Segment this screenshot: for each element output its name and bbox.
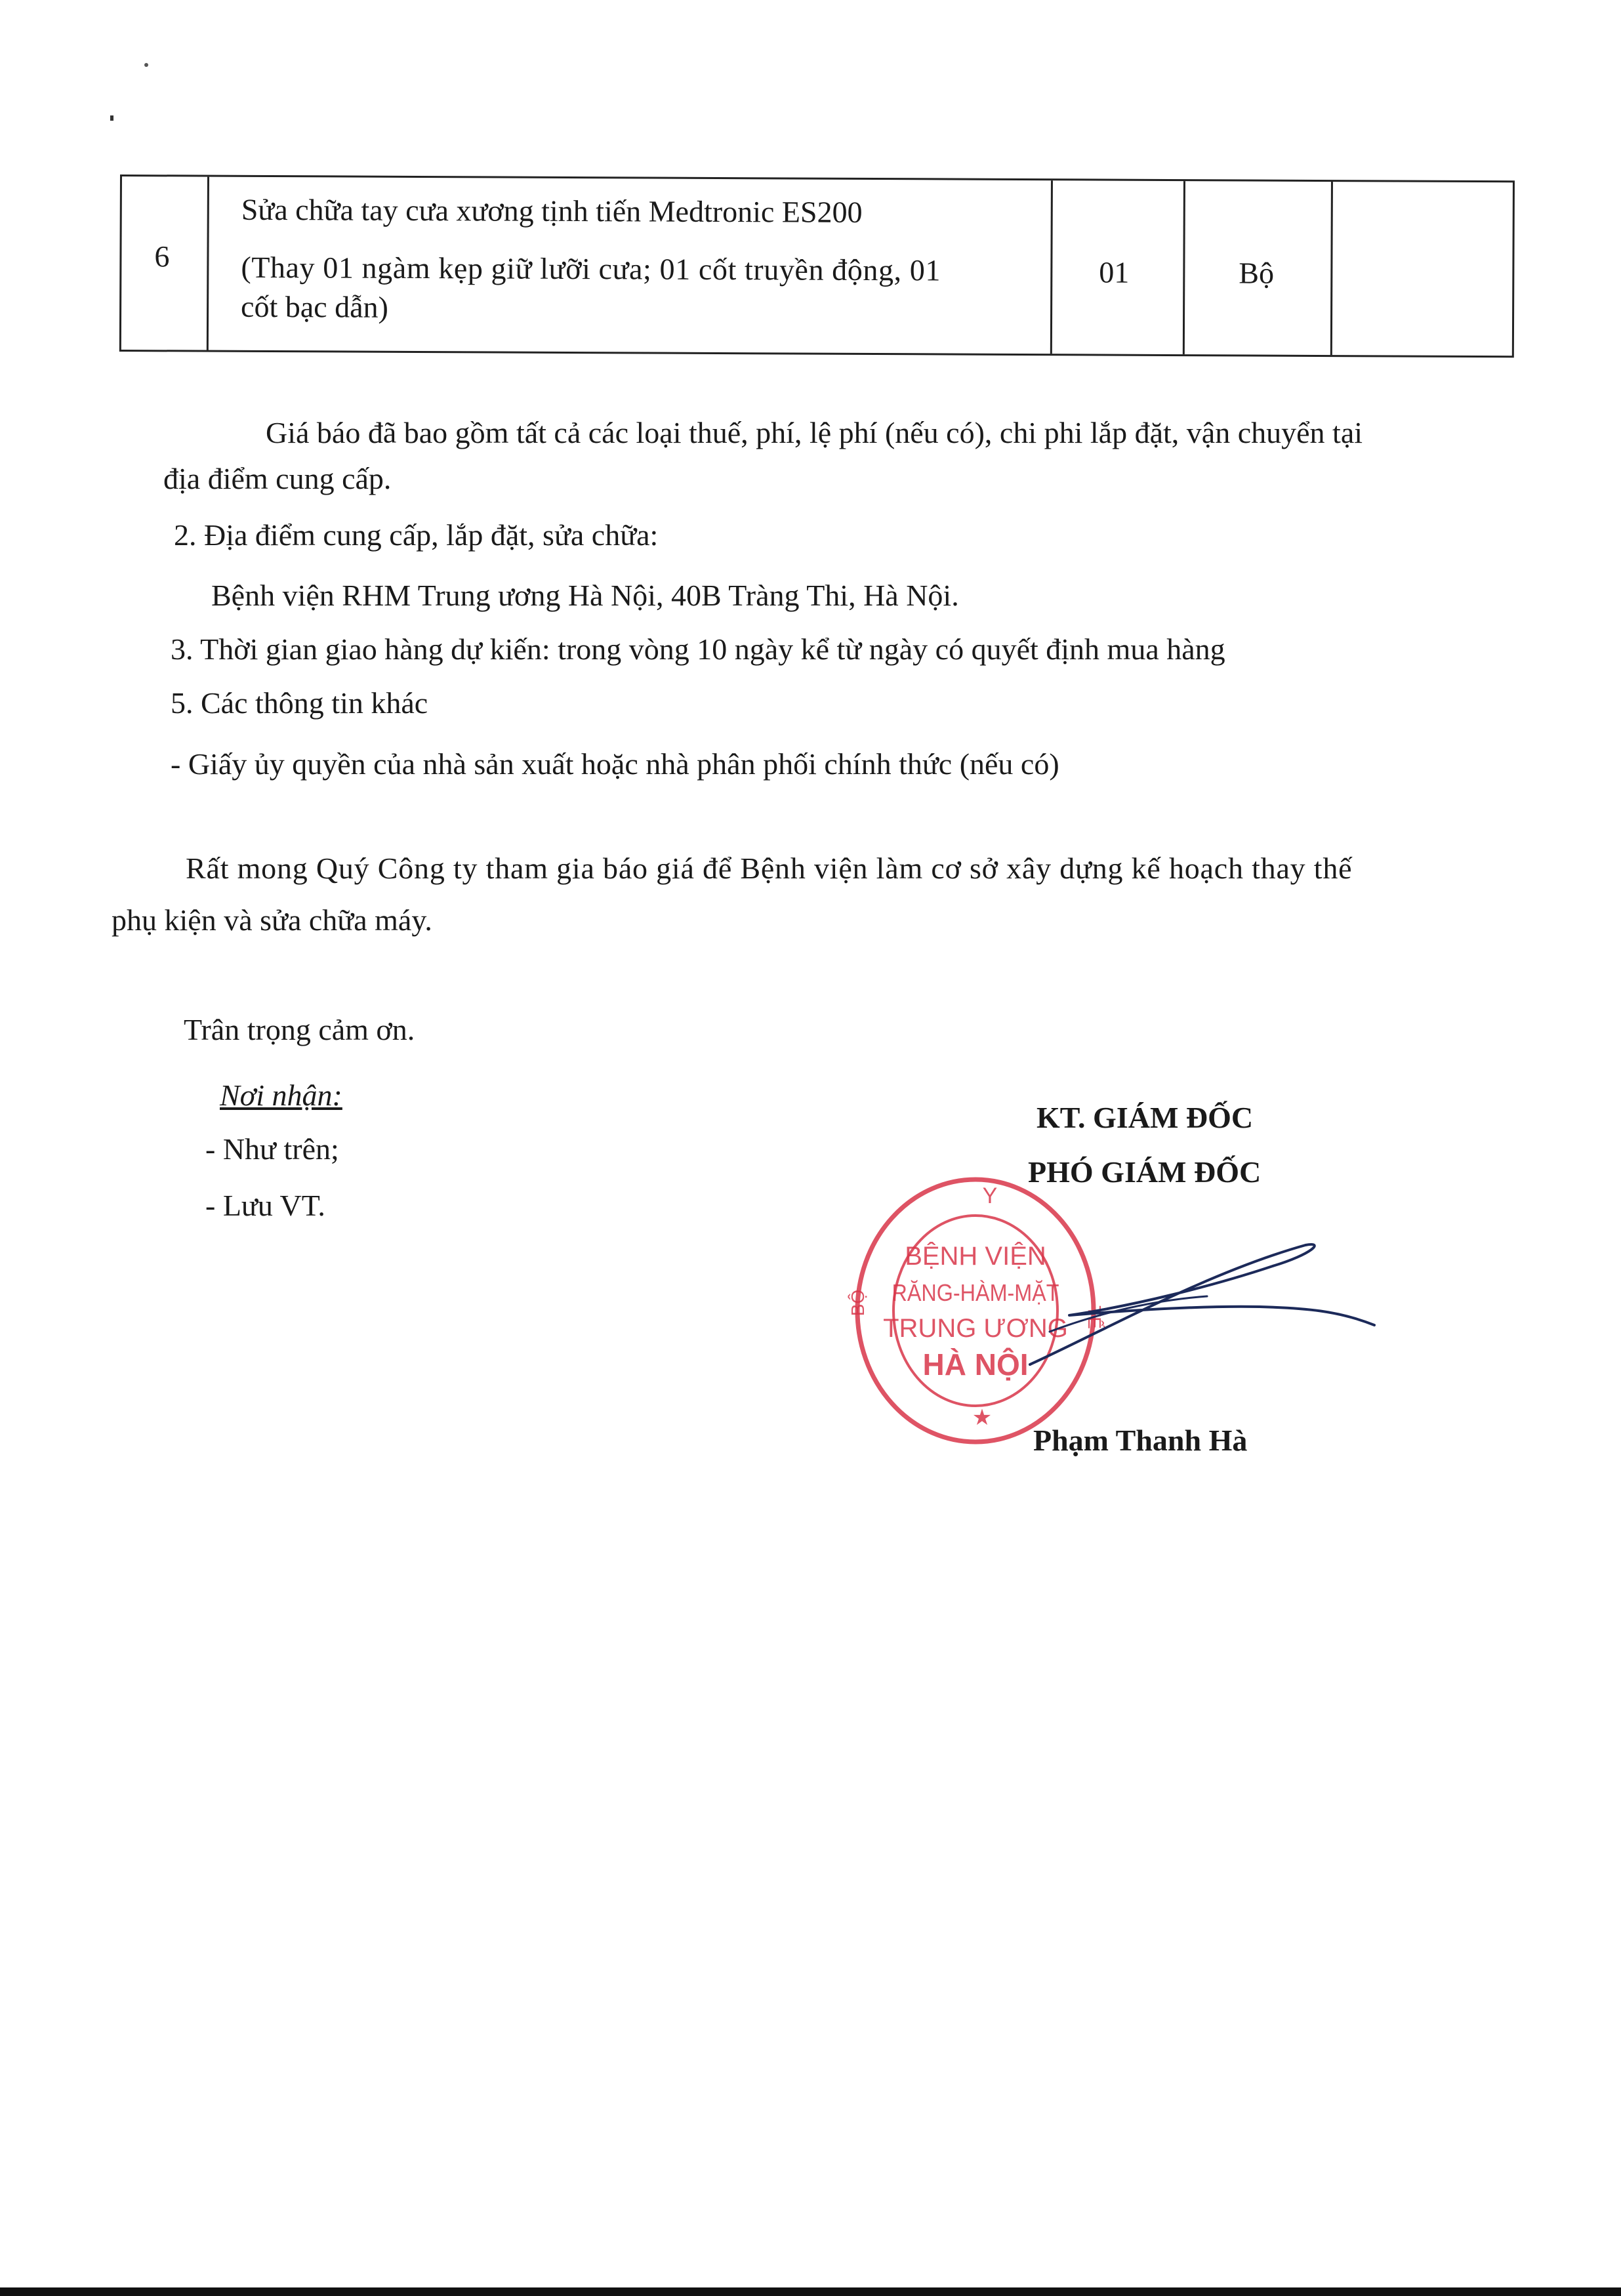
table-col-divider: [1183, 181, 1185, 354]
signature-title-2: PHÓ GIÁM ĐỐC: [1028, 1155, 1262, 1189]
stamp-line4: HÀ NỘI: [922, 1347, 1029, 1382]
scan-mark: [144, 63, 148, 67]
item-2: 2. Địa điểm cung cấp, lắp đặt, sửa chữa:: [174, 518, 659, 552]
item-3: 3. Thời gian giao hàng dự kiến: trong vòng 10 ngày kể từ ngày có quyết định mua hàng: [171, 632, 1225, 666]
stamp-top: Y: [982, 1183, 998, 1208]
row-unit: Bộ: [1239, 256, 1275, 290]
para2-line1: Rất mong Quý Công ty tham gia báo giá để Bệnh viện làm cơ sở xây dựng kế hoạch thay thế: [186, 851, 1353, 885]
para1-line2: địa điểm cung cấp.: [163, 462, 392, 495]
table-col-divider: [1050, 180, 1053, 354]
closing-thanks: Trân trọng cảm ơn.: [184, 1013, 415, 1046]
item-2-detail: Bệnh viện RHM Trung ương Hà Nội, 40B Tràng Thi, Hà Nội.: [211, 579, 959, 612]
star-icon: ★: [972, 1405, 993, 1430]
recipient-item: - Lưu VT.: [205, 1189, 325, 1222]
stamp-line3: TRUNG ƯƠNG: [883, 1314, 1068, 1343]
signer-name: Phạm Thanh Hà: [1033, 1424, 1248, 1457]
recipient-item: - Như trên;: [205, 1132, 339, 1166]
stamp-left: BỘ: [848, 1289, 868, 1317]
stamp-line1: BỆNH VIỆN: [905, 1242, 1046, 1271]
stamp-right: TẾ: [1084, 1305, 1105, 1329]
row-stt: 6: [154, 239, 170, 274]
recipients-heading: Nơi nhận:: [220, 1078, 342, 1112]
scan-mark: [110, 115, 113, 121]
row-desc-line1: Sửa chữa tay cưa xương tịnh tiến Medtronic ES200: [241, 192, 863, 229]
table-col-divider: [1330, 182, 1333, 355]
table-col-divider: [207, 177, 209, 350]
para2-line2: phụ kiện và sửa chữa máy.: [112, 903, 432, 937]
row-desc-line3: cốt bạc dẫn): [241, 289, 389, 324]
para1-line1: Giá báo đã bao gồm tất cả các loại thuế, phí, lệ phí (nếu có), chi phi lắp đặt, vận chuyển tại: [266, 416, 1363, 449]
row-desc-line2: (Thay 01 ngàm kẹp giữ lưỡi cưa; 01 cốt truyền động, 01: [241, 250, 941, 287]
item-5-detail: - Giấy ủy quyền của nhà sản xuất hoặc nhà phân phối chính thức (nếu có): [171, 747, 1059, 781]
scan-edge: [0, 2287, 1621, 2296]
stamp-line2: RĂNG-HÀM-MẶT: [892, 1279, 1059, 1306]
handwritten-signature: [1023, 1233, 1391, 1384]
quote-table: [119, 174, 1515, 358]
signature-title-1: KT. GIÁM ĐỐC: [1036, 1101, 1254, 1134]
item-5: 5. Các thông tin khác: [171, 686, 428, 720]
row-qty: 01: [1099, 255, 1130, 289]
